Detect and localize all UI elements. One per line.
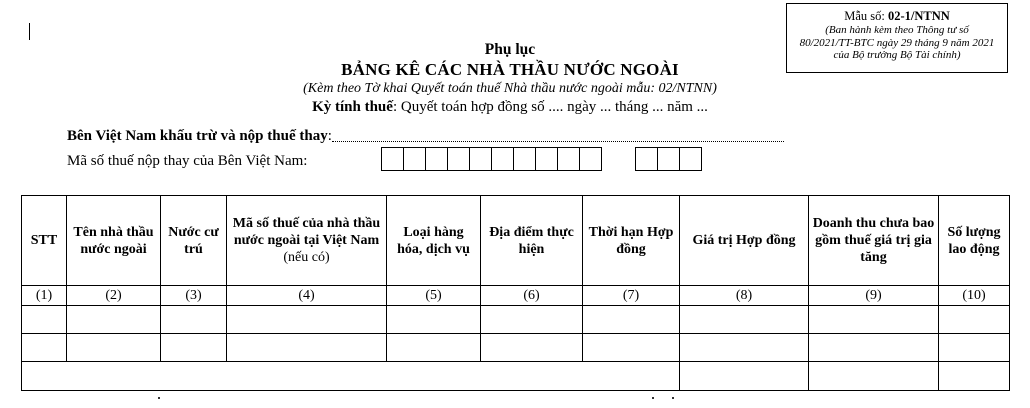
table-cell[interactable] [680,334,809,362]
col-header-contractor-name: Tên nhà thầu nước ngoài [67,196,161,286]
document-title: BẢNG KÊ CÁC NHÀ THẦU NƯỚC NGOÀI [341,60,679,79]
taxid-digit-box[interactable] [447,147,470,171]
taxid-digit-box[interactable] [491,147,514,171]
col-header-tax-id-text: Mã số thuế của nhà thầu nước ngoài tại Việt Nam [232,216,381,248]
table-row [22,334,1010,362]
issued-line-2: 80/2021/TT-BTC ngày 29 tháng 9 năm 2021 [799,36,995,49]
issued-line-3: của Bộ trưởng Bộ Tài chính) [833,49,961,61]
taxid-branch-digit-box[interactable] [635,147,658,171]
table-cell[interactable] [387,306,481,334]
table-cell[interactable] [67,306,161,334]
withholder-label: Bên Việt Nam khấu trừ và nộp thuế thay [67,128,328,144]
table-cell[interactable] [583,306,680,334]
col-header-location: Địa điểm thực hiện [481,196,583,286]
col-header-tax-id-note: (nếu có) [283,250,330,265]
total-contract-value-cell[interactable] [680,362,809,391]
table-cell[interactable] [67,334,161,362]
issued-line-1: (Ban hành kèm theo Thông tư số [825,24,969,36]
taxid-digit-box[interactable] [469,147,492,171]
col-header-contract-term: Thời hạn Hợp đồng [583,196,680,286]
contractor-table [21,195,1010,391]
taxid-digit-box[interactable] [403,147,426,171]
taxid-label: Mã số thuế nộp thay của Bên Việt Nam: [67,153,308,169]
col-number: (9) [809,286,939,306]
taxid-digit-box[interactable] [579,147,602,171]
form-code-line [787,9,1007,24]
total-row [22,362,1010,391]
tax-period-value: : Quyết toán hợp đồng số .... ngày ... tháng ... năm ... [392,99,708,115]
col-number: (3) [161,286,227,306]
form-code-label: Mẫu số: [844,9,888,23]
column-number-row [22,286,1010,306]
col-header-stt: STT [22,196,67,286]
table-cell[interactable] [809,306,939,334]
col-number: (1) [22,286,67,306]
withholder-colon: : [327,128,332,144]
col-number: (8) [680,286,809,306]
taxid-branch-digit-box[interactable] [657,147,680,171]
table-cell[interactable] [583,334,680,362]
table-cell[interactable] [809,334,939,362]
col-number: (10) [939,286,1010,306]
table-cell[interactable] [939,334,1010,362]
col-header-revenue-excl-vat: Doanh thu chưa bao gồm thuế giá trị gia tăng [809,196,939,286]
col-header-contract-value: Giá trị Hợp đồng [680,196,809,286]
col-number: (6) [481,286,583,306]
table-cell[interactable] [939,306,1010,334]
document-subtitle: (Kèm theo Tờ khai Quyết toán thuế Nhà thầu nước ngoài mẫu: 02/NTNN) [303,81,717,96]
col-header-tax-id [227,196,387,286]
col-number: (4) [227,286,387,306]
table-row [22,306,1010,334]
col-number: (2) [67,286,161,306]
table-cell[interactable] [387,334,481,362]
taxid-digit-box[interactable] [513,147,536,171]
text-fragment [672,397,674,399]
total-label-cell[interactable] [22,362,680,391]
table-header-row [22,196,1010,286]
table-cell[interactable] [161,334,227,362]
col-header-goods-type: Loại hàng hóa, dịch vụ [387,196,481,286]
text-cursor [29,23,30,40]
form-code-box [786,3,1008,73]
taxid-digit-box[interactable] [557,147,580,171]
total-revenue-cell[interactable] [809,362,939,391]
col-header-labor-count: Số lượng lao động [939,196,1010,286]
text-fragment [652,397,654,399]
col-header-country: Nước cư trú [161,196,227,286]
taxid-branch-digit-box[interactable] [679,147,702,171]
taxid-branch-boxes [635,147,702,171]
tax-period-label: Kỳ tính thuế [312,99,393,115]
table-cell[interactable] [481,306,583,334]
total-labor-cell[interactable] [939,362,1010,391]
table-cell[interactable] [227,334,387,362]
table-cell[interactable] [161,306,227,334]
withholder-fill-field[interactable] [332,130,784,142]
col-number: (7) [583,286,680,306]
taxid-main-boxes [381,147,602,171]
tax-period-line [250,98,770,116]
appendix-label: Phụ lục [484,41,536,58]
table-cell[interactable] [680,306,809,334]
withholder-line [67,127,784,145]
taxid-digit-box[interactable] [425,147,448,171]
form-code: 02-1/NTNN [887,9,950,23]
table-cell[interactable] [227,306,387,334]
taxid-digit-box[interactable] [381,147,404,171]
title-block [250,41,770,116]
table-cell[interactable] [22,334,67,362]
text-fragment [158,397,160,399]
taxid-digit-box[interactable] [535,147,558,171]
col-number: (5) [387,286,481,306]
table-cell[interactable] [481,334,583,362]
table-cell[interactable] [22,306,67,334]
